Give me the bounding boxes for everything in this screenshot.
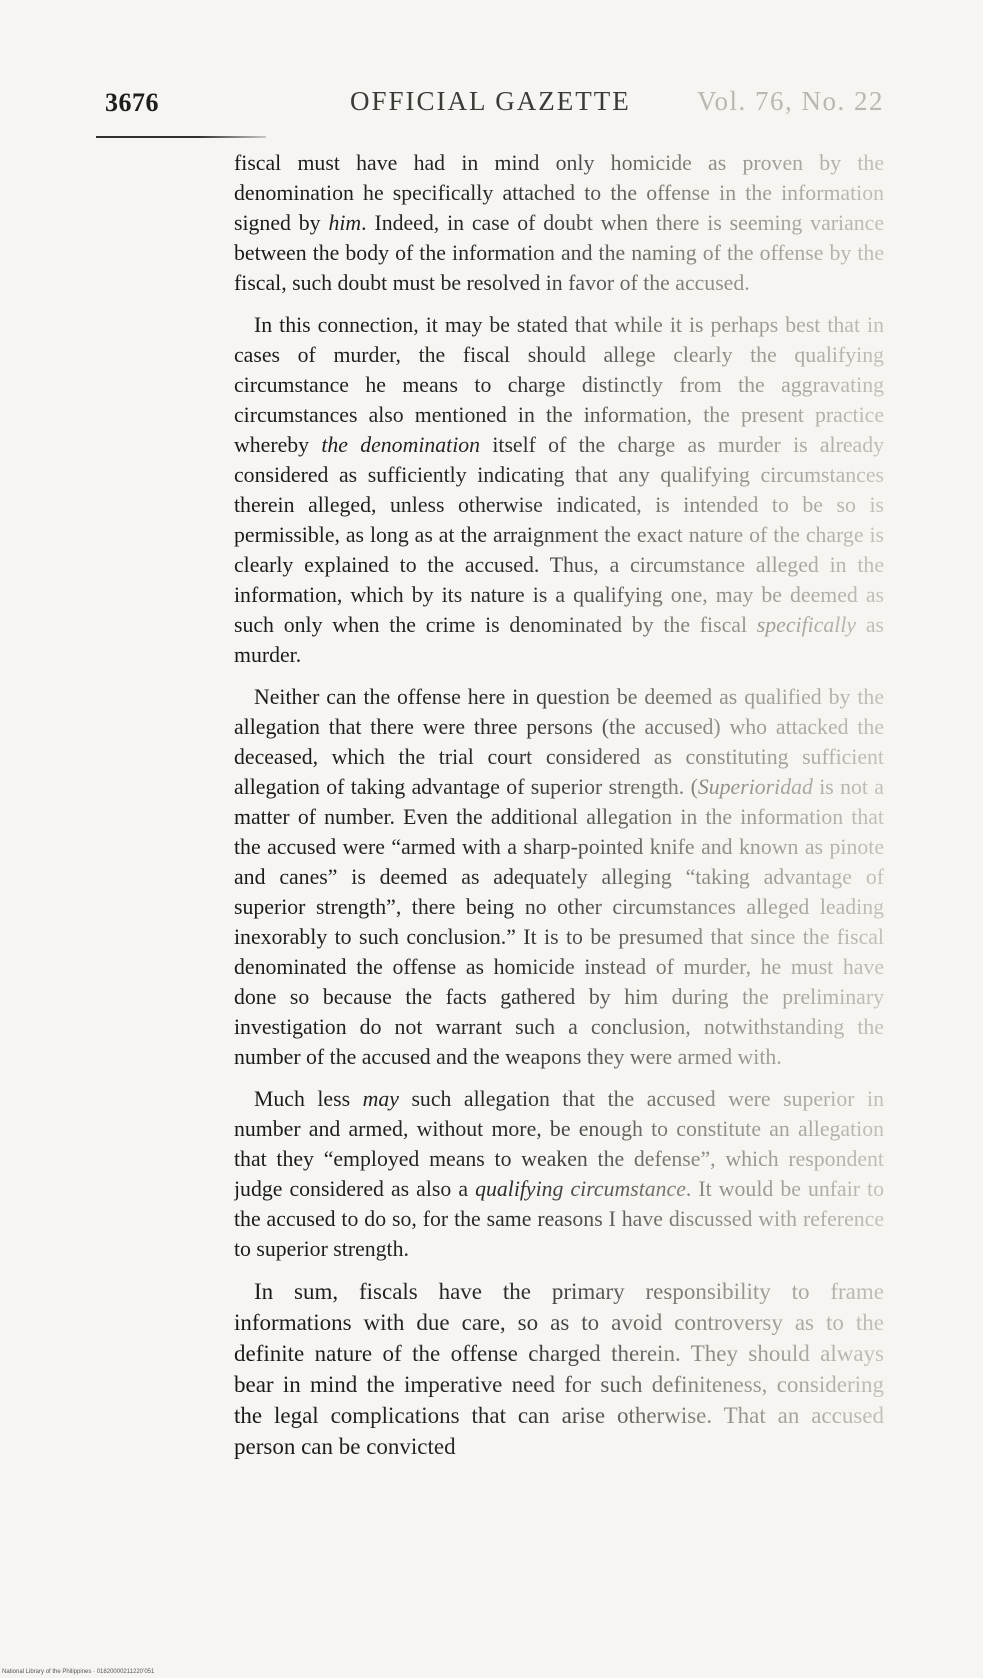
body-text xyxy=(234,148,884,1462)
text-run: such allegation that the accused were superior in number and armed, without more, be enough to constitute an allegation that they “employed means to weaken the defense”, which respondent judge considered as also a xyxy=(234,1087,884,1201)
text-run: as murder. xyxy=(234,613,885,667)
paragraph xyxy=(234,148,884,298)
paragraph xyxy=(234,682,884,1072)
text-run: . Indeed, in case of doubt when there is seeming variance between the body of the information and the naming of the offense by the fiscal, such doubt must be resolved in favor of the accused. xyxy=(234,211,884,295)
italic-text-run: the denomination xyxy=(321,433,481,457)
gazette-title: OFFICIAL GAZETTE xyxy=(350,86,631,116)
paragraph xyxy=(234,1084,884,1264)
text-run: In sum, fiscals have the primary responsibility to frame informations with due care, so as to avoid controversy as to the definite nature of the offense charged therein. They should always bear in mind the imperative need for such definiteness, considering the legal complications that can arise otherwise. That an accused person can be convicted xyxy=(234,1279,884,1459)
text-run: Neither can the offense here in question be deemed as qualified by the allegation that there were three persons (the accused) who attacked the deceased, which the trial court considered as constituting sufficient allegation of taking advantage of superior strength. ( xyxy=(234,685,884,799)
paragraph xyxy=(234,1276,884,1462)
page-number: 3676 xyxy=(105,88,159,117)
text-run: In this connection, it may be stated that while it is perhaps best that in cases of murder, the fiscal should allege clearly the qualifying circumstance he means to charge distinctly from the aggravating circumstances also mentioned in the information, the present practice whereby xyxy=(234,313,884,457)
volume-number: Vol. 76, No. 22 xyxy=(697,86,885,116)
header-rule xyxy=(96,136,266,138)
text-run: Much less xyxy=(254,1087,363,1111)
italic-text-run: him xyxy=(328,211,362,235)
archive-footer-note: National Library of the Philippines · 01820000211220’051 xyxy=(2,1669,155,1675)
text-run: itself of the charge as murder is already considered as sufficiently indicating that any qualifying circumstances therein alleged, unless otherwise indicated, is intended to be so is permissible, as long as at the arraignment the exact nature of the charge is clearly explained to the accused. Thus, a circumstance alleged in the information, which by its nature is a qualifying one, may be deemed as such only when the crime is denominated by the fiscal xyxy=(234,433,884,637)
text-run: fiscal must have had in mind only homicide as proven by the denomination he specifically attached to the offense in the information signed by xyxy=(234,151,884,235)
italic-text-run: Superioridad xyxy=(697,775,813,799)
italic-text-run: specifically xyxy=(756,613,857,637)
text-run: is not a matter of number. Even the additional allegation in the information that the accused were “armed with a sharp-pointed knife and known as pinote and canes” is deemed as adequately alleging “taking advantage of superior strength”, there being no other circumstances alleged leading inexorably to such conclusion.” It is to be presumed that since the fiscal denominated the offense as homicide instead of murder, he must have done so because the facts gathered by him during the preliminary investigation do not warrant such a conclusion, notwithstanding the number of the accused and the weapons they were armed with. xyxy=(234,775,884,1069)
text-run: . It would be unfair to the accused to do so, for the same reasons I have discussed with reference to superior strength. xyxy=(234,1177,885,1261)
paragraph xyxy=(234,310,884,670)
italic-text-run: may xyxy=(362,1087,399,1111)
italic-text-run: qualifying circumstance xyxy=(475,1177,686,1201)
